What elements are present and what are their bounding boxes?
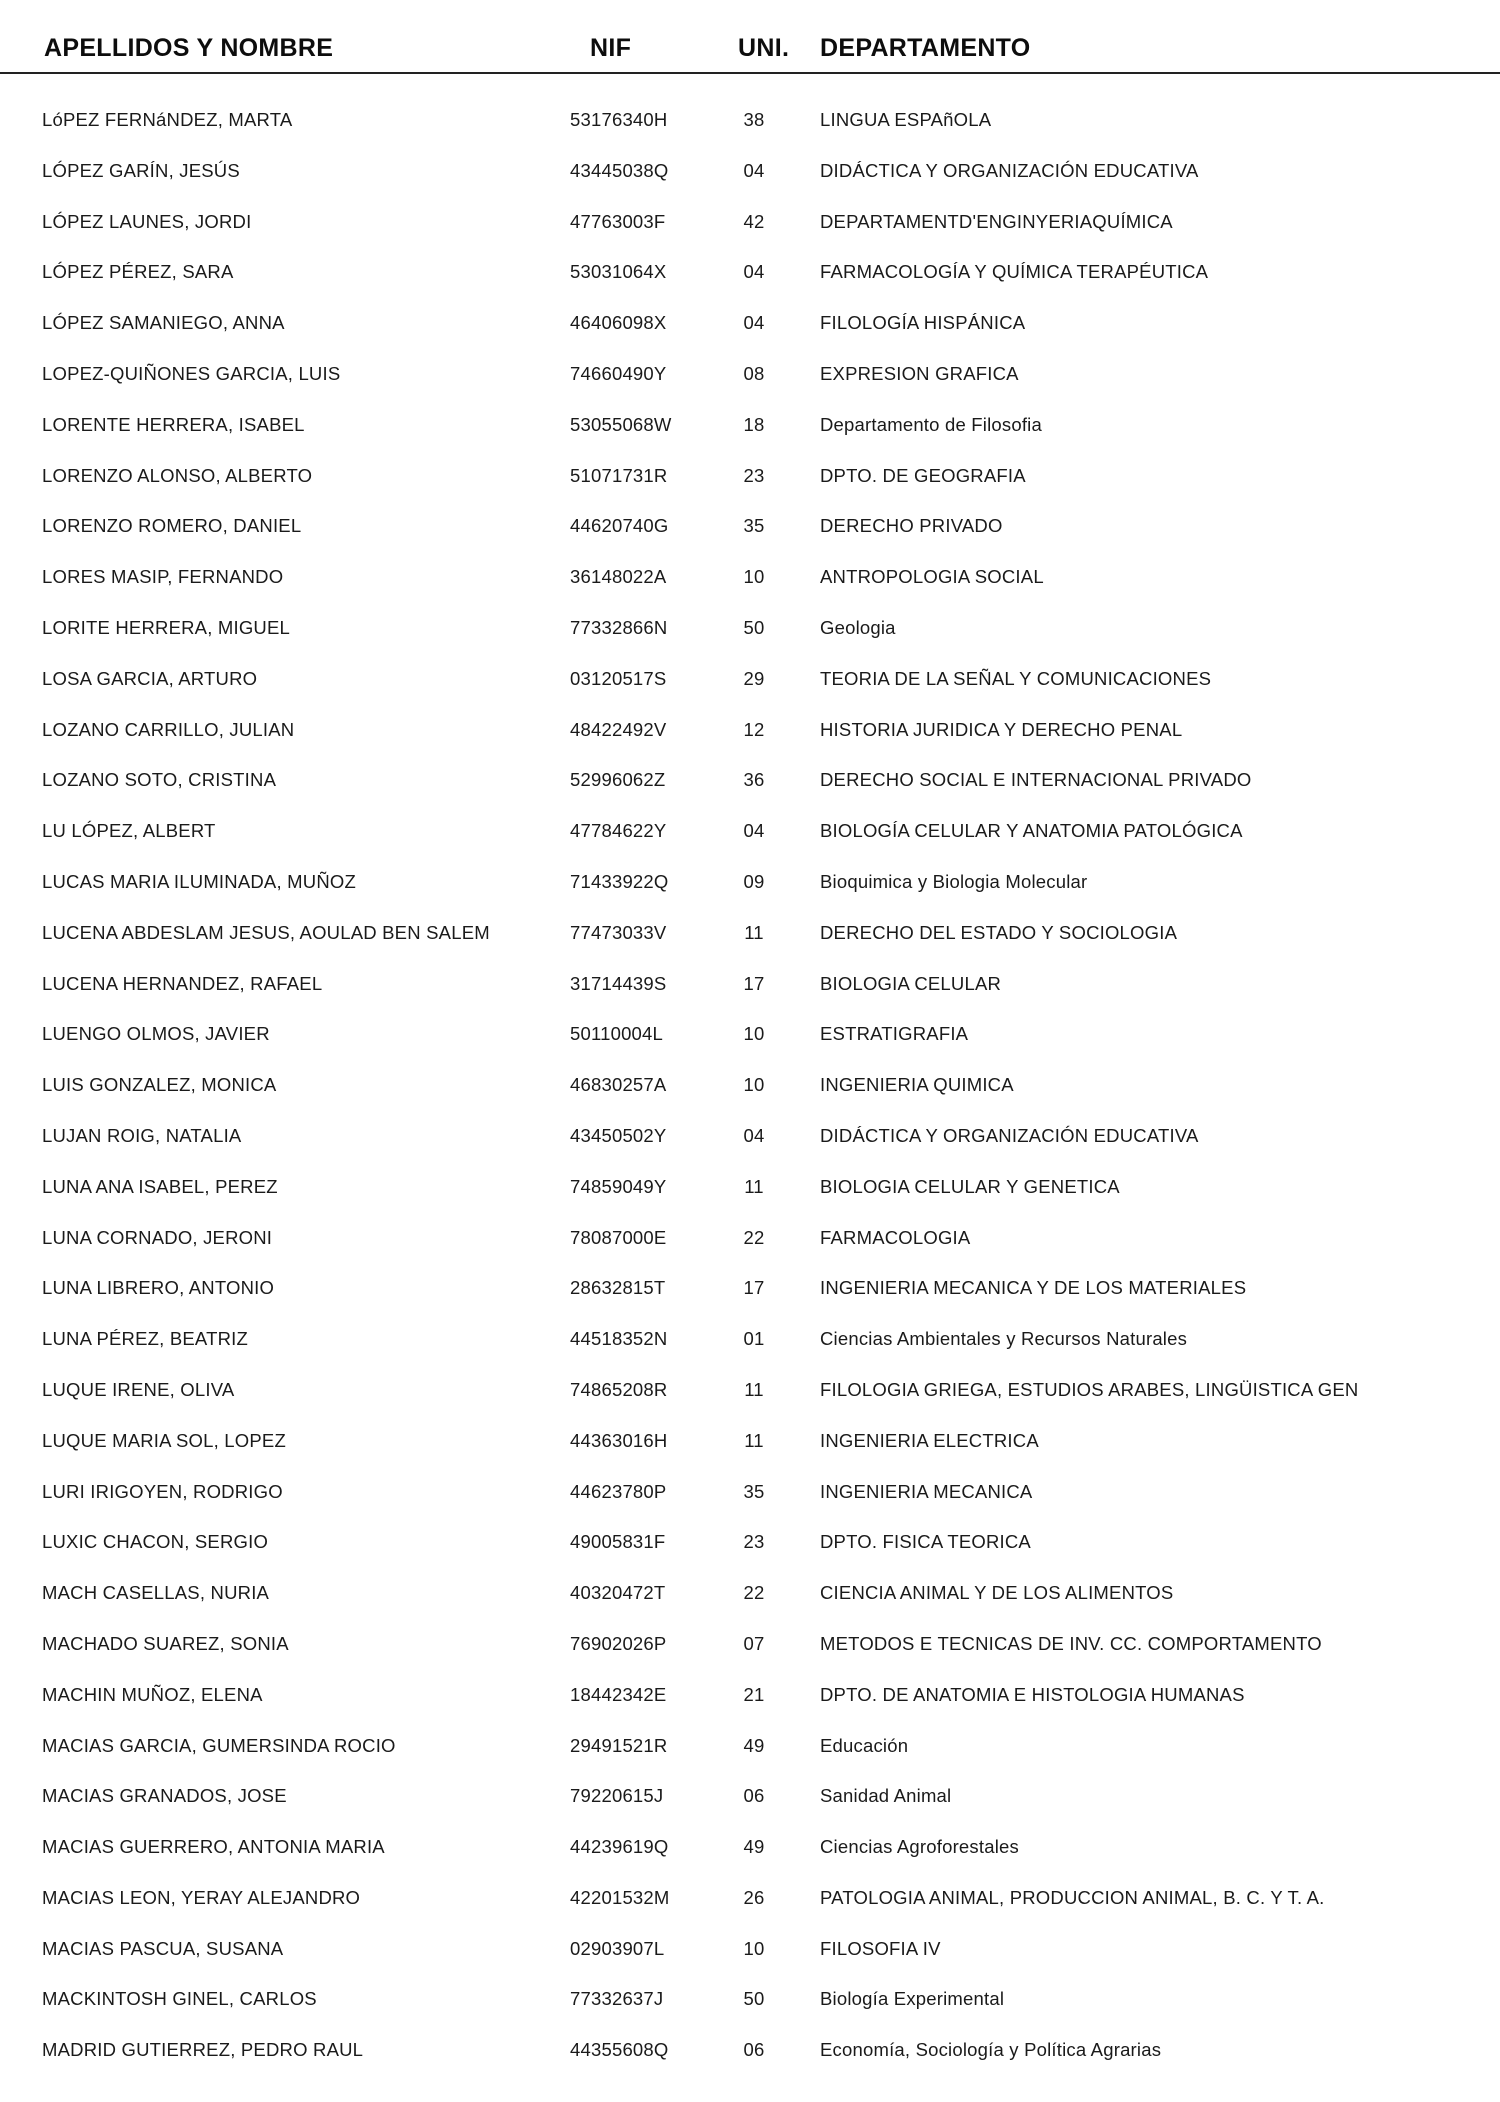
row-department: INGENIERIA MECANICA Y DE LOS MATERIALES <box>820 1277 1247 1299</box>
row-nif: 53055068W <box>570 413 672 435</box>
row-name: LUXIC CHACON, SERGIO <box>42 1531 269 1553</box>
row-uni: 35 <box>743 515 765 537</box>
table-row <box>0 152 1500 203</box>
table-row <box>0 304 1500 355</box>
row-uni: 36 <box>743 769 765 791</box>
row-uni: 12 <box>743 718 765 740</box>
table-row <box>0 355 1500 406</box>
row-department: DPTO. FISICA TEORICA <box>820 1531 1031 1553</box>
row-name: LOZANO CARRILLO, JULIAN <box>42 718 295 740</box>
row-nif: 36148022A <box>570 566 667 588</box>
row-uni: 01 <box>743 1328 765 1350</box>
row-name: LÓPEZ GARÍN, JESÚS <box>42 159 240 181</box>
row-name: MACIAS GRANADOS, JOSE <box>42 1785 287 1807</box>
row-name: LOZANO SOTO, CRISTINA <box>42 769 277 791</box>
row-nif: 76902026P <box>570 1632 667 1654</box>
row-uni: 23 <box>743 1531 765 1553</box>
table-row <box>0 1980 1500 2031</box>
row-uni: 06 <box>743 1785 765 1807</box>
table-row <box>0 1625 1500 1676</box>
row-department: Bioquimica y Biologia Molecular <box>820 870 1088 892</box>
row-nif: 71433922Q <box>570 870 669 892</box>
row-nif: 47784622Y <box>570 820 667 842</box>
row-uni: 10 <box>743 1074 765 1096</box>
table-row <box>0 965 1500 1016</box>
row-name: LUNA CORNADO, JERONI <box>42 1226 273 1248</box>
row-nif: 77473033V <box>570 921 667 943</box>
row-department: LINGUA ESPAñOLA <box>820 109 992 130</box>
row-nif: 43445038Q <box>570 159 669 181</box>
row-department: BIOLOGIA CELULAR Y GENETICA <box>820 1175 1120 1197</box>
row-nif: 53176340H <box>570 109 668 130</box>
row-name: LURI IRIGOYEN, RODRIGO <box>42 1480 283 1502</box>
row-department: DERECHO DEL ESTADO Y SOCIOLOGIA <box>820 921 1178 943</box>
row-department: Sanidad Animal <box>820 1785 952 1807</box>
row-name: LUNA PÉREZ, BEATRIZ <box>42 1328 248 1350</box>
row-nif: 43450502Y <box>570 1124 667 1146</box>
row-department: ESTRATIGRAFIA <box>820 1023 969 1045</box>
header-divider <box>0 72 1500 74</box>
row-name: MACKINTOSH GINEL, CARLOS <box>42 1988 317 2010</box>
row-uni: 04 <box>743 820 765 842</box>
row-department: Biología Experimental <box>820 1988 1005 2010</box>
table-row <box>0 2031 1500 2082</box>
row-department: Geologia <box>820 616 896 638</box>
row-uni: 38 <box>743 109 765 130</box>
row-uni: 10 <box>743 1937 765 1959</box>
table-row <box>0 1320 1500 1371</box>
row-department: INGENIERIA QUIMICA <box>820 1074 1014 1096</box>
row-name: LÓPEZ PÉREZ, SARA <box>42 261 234 283</box>
table-row <box>0 609 1500 660</box>
table-row <box>0 1879 1500 1930</box>
row-nif: 74660490Y <box>570 362 667 384</box>
row-department: DERECHO SOCIAL E INTERNACIONAL PRIVADO <box>820 769 1252 791</box>
row-nif: 03120517S <box>570 667 667 689</box>
row-nif: 74865208R <box>570 1378 668 1400</box>
row-uni: 21 <box>743 1683 765 1705</box>
row-nif: 44620740G <box>570 515 669 537</box>
table-header <box>0 0 1500 76</box>
row-uni: 04 <box>743 159 765 181</box>
row-department: HISTORIA JURIDICA Y DERECHO PENAL <box>820 718 1183 740</box>
row-department: FARMACOLOGIA <box>820 1226 971 1248</box>
table-row <box>0 1574 1500 1625</box>
table-row <box>0 761 1500 812</box>
row-uni: 08 <box>743 362 765 384</box>
row-nif: 18442342E <box>570 1683 667 1705</box>
row-nif: 53031064X <box>570 261 667 283</box>
row-name: MACH CASELLAS, NURIA <box>42 1582 270 1604</box>
row-nif: 46830257A <box>570 1074 667 1096</box>
row-name: LORENZO ALONSO, ALBERTO <box>42 464 313 486</box>
row-name: LUENGO OLMOS, JAVIER <box>42 1023 270 1045</box>
table-row <box>0 558 1500 609</box>
table-row <box>0 1117 1500 1168</box>
row-nif: 74859049Y <box>570 1175 667 1197</box>
row-name: LU LÓPEZ, ALBERT <box>42 820 216 842</box>
row-name: LORENTE HERRERA, ISABEL <box>42 413 305 435</box>
row-uni: 04 <box>743 261 765 283</box>
row-nif: 44518352N <box>570 1328 668 1350</box>
row-uni: 49 <box>743 1734 765 1756</box>
row-nif: 02903907L <box>570 1937 665 1959</box>
row-name: LUNA LIBRERO, ANTONIO <box>42 1277 275 1299</box>
table-row <box>0 1168 1500 1219</box>
row-department: DERECHO PRIVADO <box>820 515 1003 537</box>
row-name: LUJAN ROIG, NATALIA <box>42 1124 242 1146</box>
row-nif: 51071731R <box>570 464 668 486</box>
row-uni: 49 <box>743 1836 765 1858</box>
row-department: Departamento de Filosofia <box>820 413 1042 435</box>
row-name: MACHIN MUÑOZ, ELENA <box>42 1683 263 1705</box>
row-uni: 29 <box>743 667 765 689</box>
row-nif: 44239619Q <box>570 1836 669 1858</box>
table-row <box>0 1066 1500 1117</box>
table-row <box>0 914 1500 965</box>
table-row <box>0 660 1500 711</box>
table-row <box>0 1828 1500 1879</box>
table-row <box>0 1269 1500 1320</box>
row-department: BIOLOGIA CELULAR <box>820 972 1002 994</box>
row-name: MACIAS GUERRERO, ANTONIA MARIA <box>42 1836 385 1858</box>
row-nif: 29491521R <box>570 1734 668 1756</box>
table-row <box>0 812 1500 863</box>
table-row <box>0 203 1500 254</box>
row-uni: 11 <box>744 1378 764 1400</box>
table-row <box>0 253 1500 304</box>
table-row <box>0 1727 1500 1778</box>
row-name: LORENZO ROMERO, DANIEL <box>42 515 302 537</box>
row-department: FARMACOLOGÍA Y QUÍMICA TERAPÉUTICA <box>820 261 1209 283</box>
row-nif: 49005831F <box>570 1531 666 1553</box>
row-name: LUCENA ABDESLAM JESUS, AOULAD BEN SALEM <box>42 921 490 943</box>
row-uni: 09 <box>743 870 765 892</box>
row-name: LOPEZ-QUIÑONES GARCIA, LUIS <box>42 362 341 384</box>
row-uni: 26 <box>743 1886 765 1908</box>
row-uni: 18 <box>743 413 765 435</box>
row-name: LÓPEZ SAMANIEGO, ANNA <box>42 312 285 334</box>
row-nif: 42201532M <box>570 1886 670 1908</box>
row-uni: 17 <box>743 972 765 994</box>
row-name: MACIAS PASCUA, SUSANA <box>42 1937 284 1959</box>
row-name: LOSA GARCIA, ARTURO <box>42 667 258 689</box>
table-row <box>0 1777 1500 1828</box>
row-uni: 11 <box>744 1429 764 1451</box>
row-name: LUNA ANA ISABEL, PEREZ <box>42 1175 278 1197</box>
row-nif: 50110004L <box>570 1023 664 1045</box>
row-nif: 77332637J <box>570 1988 664 2010</box>
row-nif: 44363016H <box>570 1429 668 1451</box>
row-department: DIDÁCTICA Y ORGANIZACIÓN EDUCATIVA <box>820 159 1199 181</box>
table-row <box>0 863 1500 914</box>
row-nif: 52996062Z <box>570 769 666 791</box>
row-name: LUIS GONZALEZ, MONICA <box>42 1074 277 1096</box>
row-department: Ciencias Ambientales y Recursos Naturales <box>820 1328 1188 1350</box>
row-uni: 50 <box>743 616 765 638</box>
row-uni: 06 <box>743 2039 765 2061</box>
table-row <box>0 101 1500 152</box>
row-nif: 77332866N <box>570 616 668 638</box>
row-uni: 50 <box>743 1988 765 2010</box>
row-nif: 78087000E <box>570 1226 667 1248</box>
row-uni: 04 <box>743 1124 765 1146</box>
row-department: DEPARTAMENTD'ENGINYERIAQUÍMICA <box>820 210 1173 232</box>
row-department: DPTO. DE ANATOMIA E HISTOLOGIA HUMANAS <box>820 1683 1245 1705</box>
row-uni: 22 <box>743 1582 765 1604</box>
row-uni: 11 <box>744 921 764 943</box>
row-nif: 40320472T <box>570 1582 666 1604</box>
row-uni: 10 <box>743 1023 765 1045</box>
row-uni: 35 <box>743 1480 765 1502</box>
table-row <box>0 507 1500 558</box>
row-department: ANTROPOLOGIA SOCIAL <box>820 566 1044 588</box>
row-department: PATOLOGIA ANIMAL, PRODUCCION ANIMAL, B. C. Y T. A. <box>820 1886 1325 1908</box>
header-nif: NIF <box>590 34 632 62</box>
row-name: LUCAS MARIA ILUMINADA, MUÑOZ <box>42 870 356 892</box>
table-row <box>0 711 1500 762</box>
row-nif: 28632815T <box>570 1277 666 1299</box>
row-department: INGENIERIA ELECTRICA <box>820 1429 1039 1451</box>
row-name: LORITE HERRERA, MIGUEL <box>42 616 291 638</box>
row-department: INGENIERIA MECANICA <box>820 1480 1033 1502</box>
row-department: Economía, Sociología y Política Agrarias <box>820 2039 1162 2061</box>
row-department: DIDÁCTICA Y ORGANIZACIÓN EDUCATIVA <box>820 1124 1199 1146</box>
header-name: APELLIDOS Y NOMBRE <box>44 34 334 62</box>
table-row <box>0 1930 1500 1981</box>
row-name: MADRID GUTIERREZ, PEDRO RAUL <box>42 2039 364 2061</box>
row-name: MACHADO SUAREZ, SONIA <box>42 1632 289 1654</box>
row-nif: 48422492V <box>570 718 667 740</box>
row-name: LóPEZ FERNáNDEZ, MARTA <box>42 109 293 130</box>
row-department: EXPRESION GRAFICA <box>820 362 1019 384</box>
row-nif: 44623780P <box>570 1480 667 1502</box>
row-nif: 79220615J <box>570 1785 664 1807</box>
row-name: LÓPEZ LAUNES, JORDI <box>42 210 252 232</box>
row-department: TEORIA DE LA SEÑAL Y COMUNICACIONES <box>820 667 1212 689</box>
row-department: DPTO. DE GEOGRAFIA <box>820 464 1026 486</box>
header-uni: UNI. <box>738 34 790 62</box>
row-name: LUCENA HERNANDEZ, RAFAEL <box>42 972 323 994</box>
table-row <box>0 1523 1500 1574</box>
row-uni: 23 <box>743 464 765 486</box>
table-row <box>0 1676 1500 1727</box>
row-uni: 10 <box>743 566 765 588</box>
row-uni: 11 <box>744 1175 764 1197</box>
row-department: FILOSOFIA IV <box>820 1937 941 1959</box>
table-body <box>0 101 1500 2082</box>
table-row <box>0 406 1500 457</box>
row-name: LUQUE IRENE, OLIVA <box>42 1378 235 1400</box>
table-row <box>0 457 1500 508</box>
row-department: Educación <box>820 1734 909 1756</box>
header-department: DEPARTAMENTO <box>820 34 1031 62</box>
row-department: FILOLOGÍA HISPÁNICA <box>820 312 1026 334</box>
row-department: CIENCIA ANIMAL Y DE LOS ALIMENTOS <box>820 1582 1174 1604</box>
row-name: MACIAS LEON, YERAY ALEJANDRO <box>42 1886 361 1908</box>
row-uni: 04 <box>743 312 765 334</box>
table-row <box>0 1015 1500 1066</box>
table-row <box>0 1422 1500 1473</box>
row-uni: 07 <box>743 1632 765 1654</box>
row-nif: 46406098X <box>570 312 667 334</box>
row-department: FILOLOGIA GRIEGA, ESTUDIOS ARABES, LINGÜISTICA GEN <box>820 1378 1359 1400</box>
row-name: LUQUE MARIA SOL, LOPEZ <box>42 1429 286 1451</box>
row-department: BIOLOGÍA CELULAR Y ANATOMIA PATOLÓGICA <box>820 820 1243 842</box>
table-row <box>0 1219 1500 1270</box>
row-department: METODOS E TECNICAS DE INV. CC. COMPORTAMENTO <box>820 1632 1322 1654</box>
table-row <box>0 1371 1500 1422</box>
table-row <box>0 1473 1500 1524</box>
row-nif: 44355608Q <box>570 2039 669 2061</box>
row-uni: 42 <box>743 210 765 232</box>
row-nif: 47763003F <box>570 210 666 232</box>
row-name: LORES MASIP, FERNANDO <box>42 566 284 588</box>
row-nif: 31714439S <box>570 972 667 994</box>
row-uni: 22 <box>743 1226 765 1248</box>
row-department: Ciencias Agroforestales <box>820 1836 1019 1858</box>
row-uni: 17 <box>743 1277 765 1299</box>
row-name: MACIAS GARCIA, GUMERSINDA ROCIO <box>42 1734 396 1756</box>
